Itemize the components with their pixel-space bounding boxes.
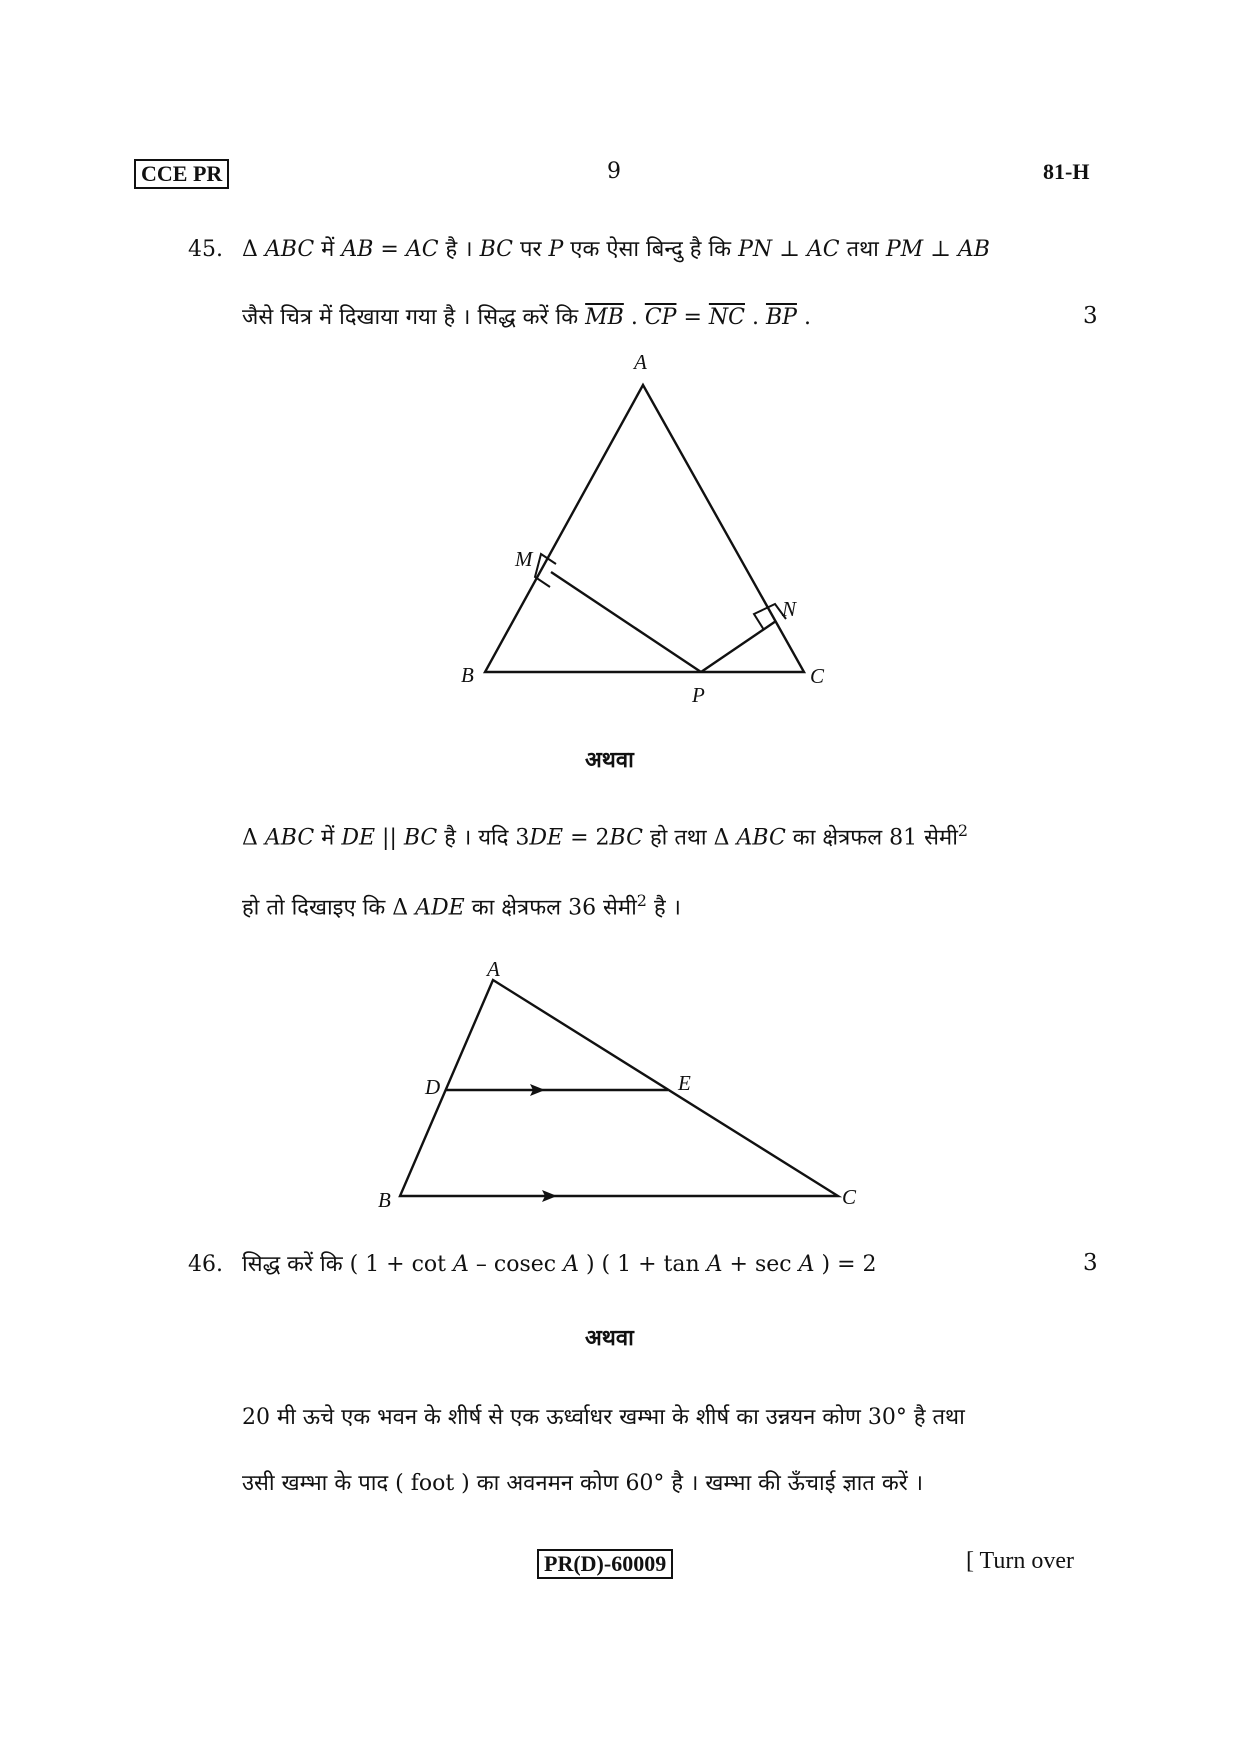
q45-marks: 3 — [1083, 303, 1098, 329]
label-n: N — [782, 597, 797, 621]
label2-b: B — [378, 1188, 391, 1212]
paper-code: 81-H — [1043, 159, 1090, 184]
q45-line1: Δ ABC में AB = AC है । BC पर P एक ऐसा बिन्दु है कि PN ⊥ AC तथा PM ⊥ AB — [242, 237, 990, 262]
triangle-abc-2 — [400, 980, 838, 1196]
q46-marks: 3 — [1083, 1250, 1098, 1276]
label2-d: D — [425, 1075, 441, 1099]
header-left-box: CCE PR — [134, 159, 229, 189]
label-p: P — [692, 683, 705, 707]
turn-over: [ Turn over — [966, 1548, 1075, 1574]
footer-code-box: PR(D)-60009 — [537, 1549, 673, 1579]
q46-line: सिद्ध करें कि ( 1 + cot A – cosec A ) ( 1 + tan A + sec A ) = 2 — [242, 1252, 877, 1277]
label2-e: E — [678, 1071, 691, 1095]
q46-or: अथवा — [585, 1325, 634, 1351]
q45-line2: जैसे चित्र में दिखाया गया है । सिद्ध करें कि $\overline{MB}$ . $\overline{CP} = \overline{NC}$ . $\overline{BP}$ . — [242, 305, 811, 330]
label2-a: A — [487, 957, 500, 981]
q46-number: 46. — [188, 1252, 223, 1277]
q45-or: अथवा — [585, 747, 634, 773]
q46-alt-line2: उसी खम्भा के पाद ( foot ) का अवनमन कोण 60° है । खम्भा की ऊँचाई ज्ञात करें । — [242, 1471, 924, 1496]
label-c: C — [810, 664, 825, 688]
label-a: A — [634, 350, 647, 374]
q45-number: 45. — [188, 237, 223, 262]
label-b: B — [461, 663, 474, 687]
q45-alt-line2: हो तो दिखाइए कि Δ ADE का क्षेत्रफल 36 सेमी$^2$ है । — [242, 891, 681, 921]
q46-alt-line1: 20 मी ऊचे एक भवन के शीर्ष से एक ऊर्ध्वाधर खम्भा के शीर्ष का उन्नयन कोण 30° है तथा — [242, 1405, 965, 1430]
label-m: M — [515, 547, 533, 571]
page-number: 9 — [607, 159, 621, 184]
q45-alt-line1: Δ ABC में DE || BC है । यदि 3DE = 2BC हो तथा Δ ABC का क्षेत्रफल 81 सेमी$^2$ — [242, 821, 969, 851]
label2-c: C — [842, 1185, 857, 1209]
